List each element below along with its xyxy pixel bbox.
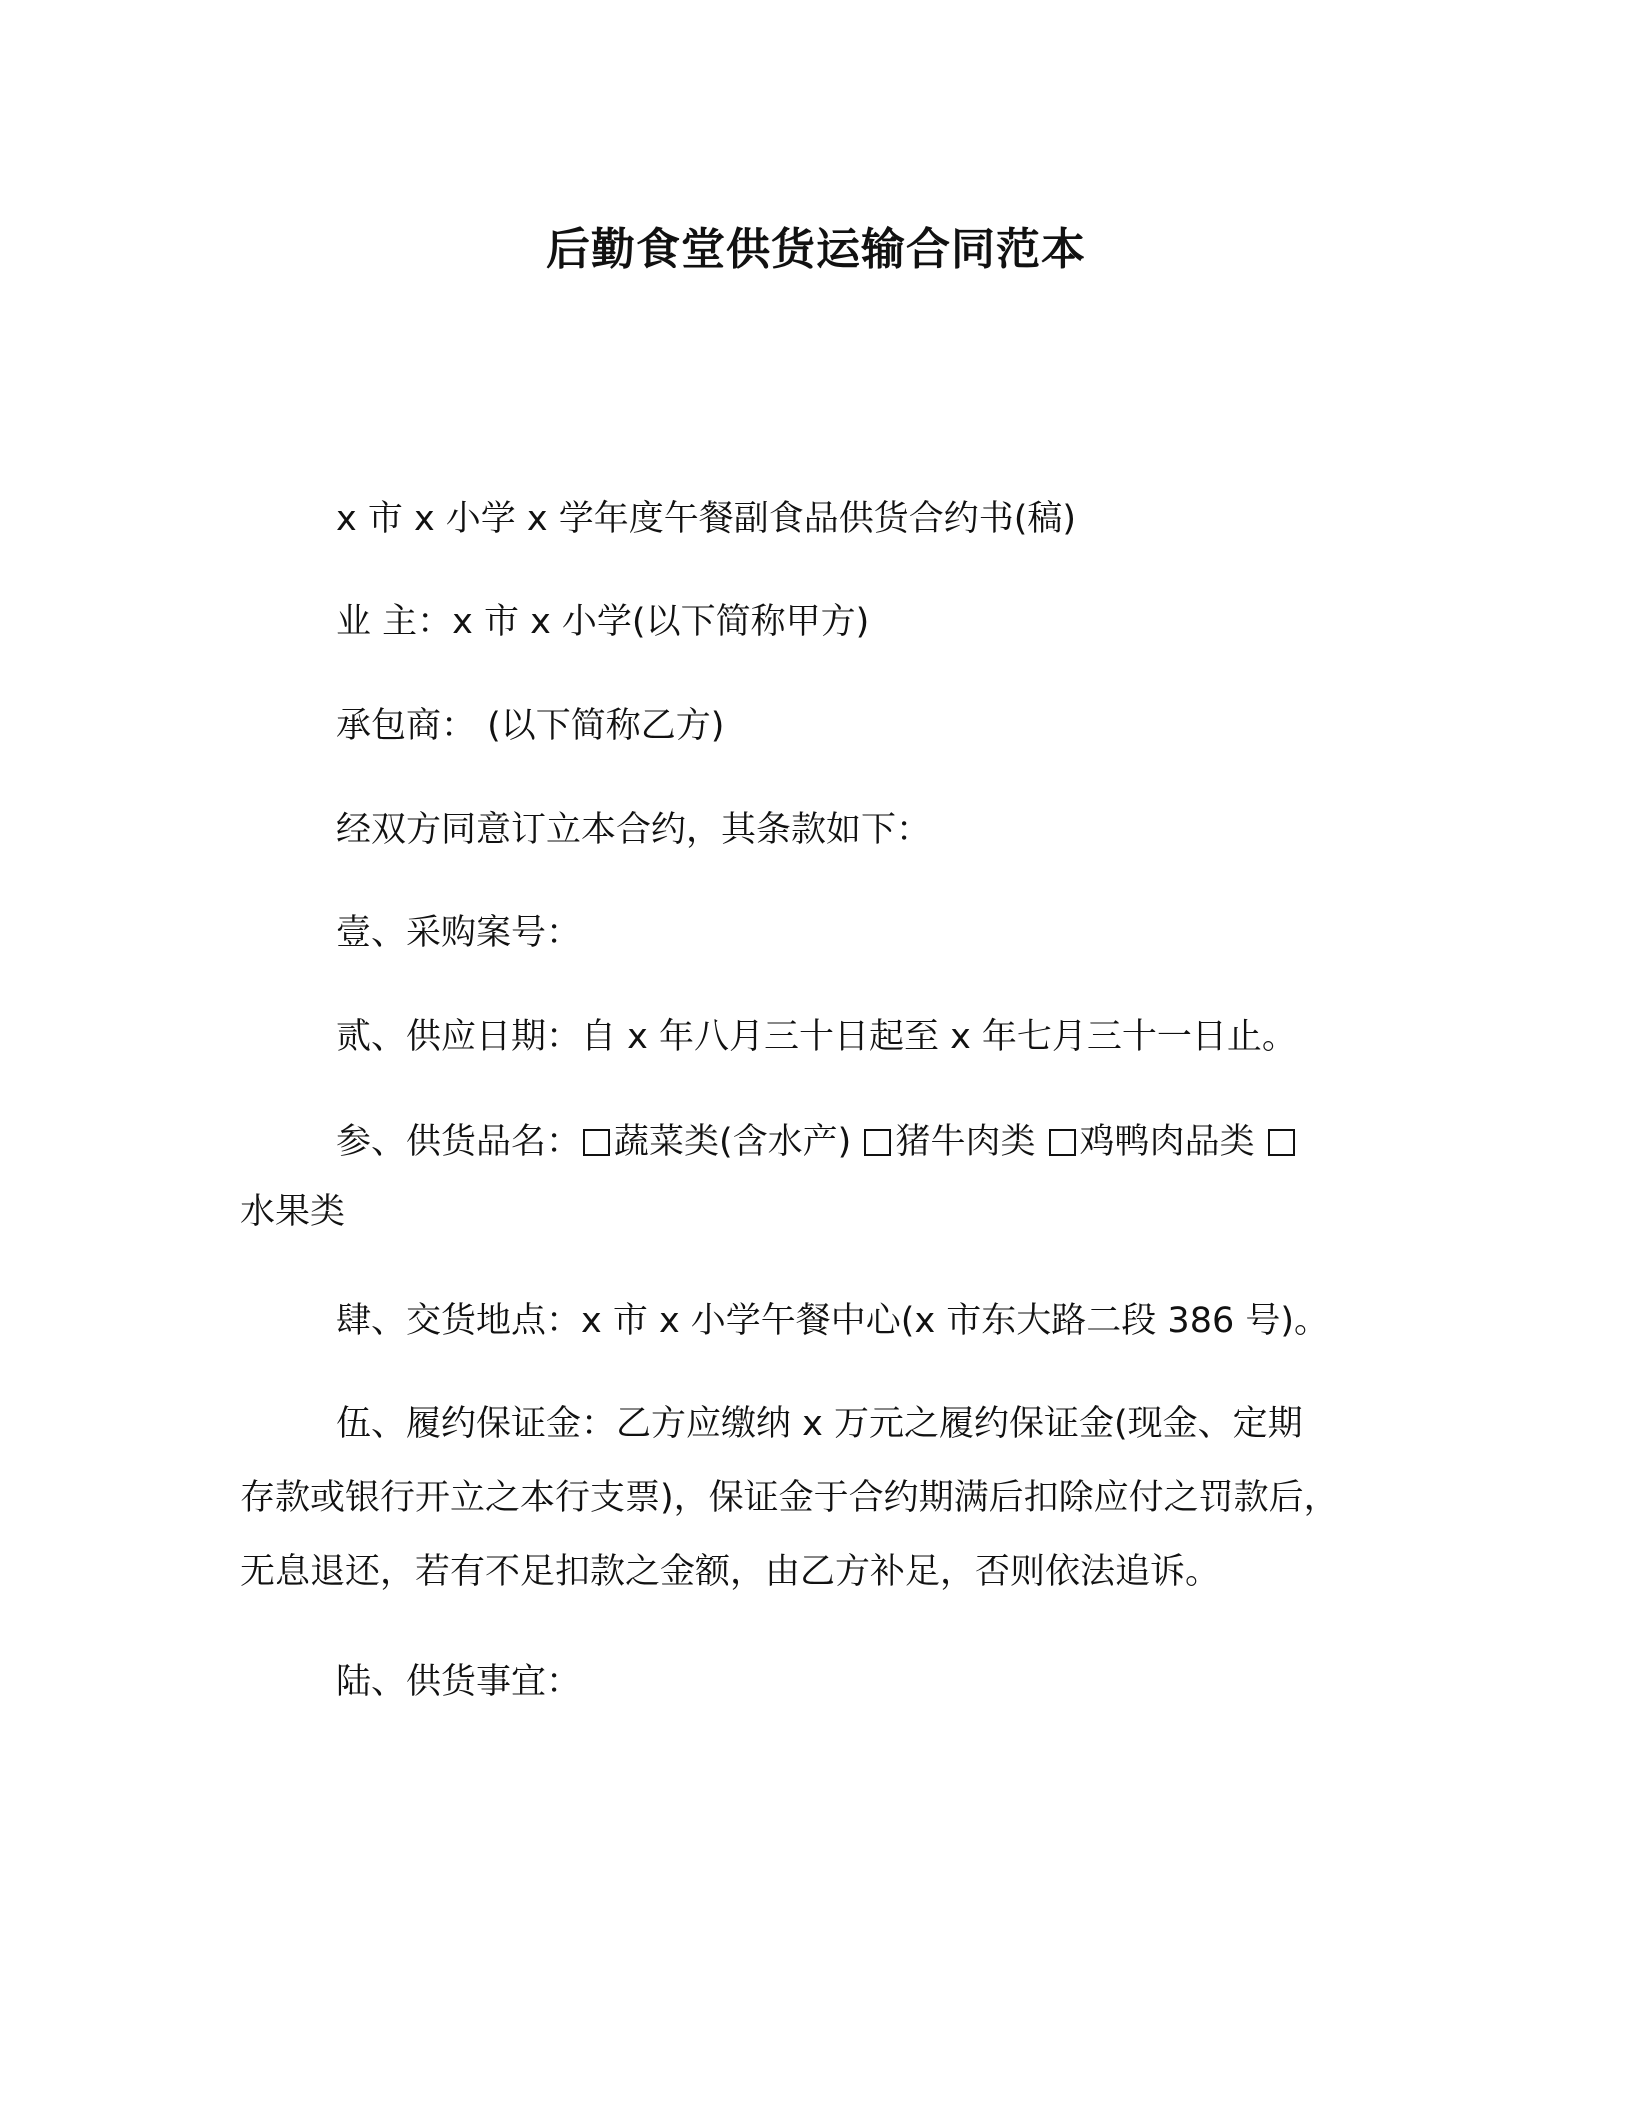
performance-bond-line3: 无息退还，若有不足扣款之金额，由乙方补足，否则依法追诉。 [240, 1552, 1221, 1592]
document-title: 后勤食堂供货运输合同范本 [546, 224, 1086, 275]
checkbox-vegetables[interactable] [583, 1129, 610, 1156]
paragraph-contractor [240, 691, 1380, 761]
paragraph-supply-date [240, 1002, 1380, 1072]
procurement-no-text: 壹、采购案号： [336, 913, 582, 953]
checkbox-poultry[interactable] [1049, 1129, 1076, 1156]
paragraph-delivery-location [240, 1286, 1380, 1356]
paragraph-goods-items [240, 1107, 1380, 1247]
goods-items-prefix: 参、供货品名： [336, 1122, 582, 1162]
supply-matters-text: 陆、供货事宜： [336, 1662, 582, 1702]
option-vegetables-label: 蔬菜类(含水产) [614, 1122, 852, 1162]
supply-date-text: 贰、供应日期：自 x 年八月三十日起至 x 年七月三十一日止。 [336, 1017, 1297, 1057]
paragraph-contract-name [240, 484, 1380, 554]
checkbox-fruit[interactable] [1268, 1129, 1295, 1156]
paragraph-procurement-no [240, 898, 1380, 968]
option-poultry-label: 鸡鸭肉品类 [1079, 1122, 1255, 1162]
delivery-location-text: 肆、交货地点：x 市 x 小学午餐中心(x 市东大路二段 386 号)。 [336, 1301, 1330, 1341]
contractor-text: 承包商： (以下简称乙方) [336, 706, 725, 746]
paragraph-owner [240, 587, 1380, 657]
performance-bond-line1: 伍、履约保证金：乙方应缴纳 x 万元之履约保证金(现金、定期 [336, 1404, 1303, 1444]
paragraph-performance-bond [240, 1389, 1380, 1607]
contract-name-text: x 市 x 小学 x 学年度午餐副食品供货合约书(稿) [336, 499, 1077, 539]
option-pork-beef-label: 猪牛肉类 [895, 1122, 1036, 1162]
paragraph-agreement-intro [240, 795, 1380, 865]
owner-text: 业 主：x 市 x 小学(以下简称甲方) [336, 602, 870, 642]
option-fruit-label: 水果类 [240, 1192, 346, 1232]
checkbox-pork-beef[interactable] [864, 1129, 891, 1156]
agreement-intro-text: 经双方同意订立本合约，其条款如下： [336, 810, 932, 850]
paragraph-supply-matters [240, 1647, 1380, 1717]
performance-bond-line2: 存款或银行开立之本行支票)，保证金于合约期满后扣除应付之罚款后， [240, 1478, 1339, 1518]
